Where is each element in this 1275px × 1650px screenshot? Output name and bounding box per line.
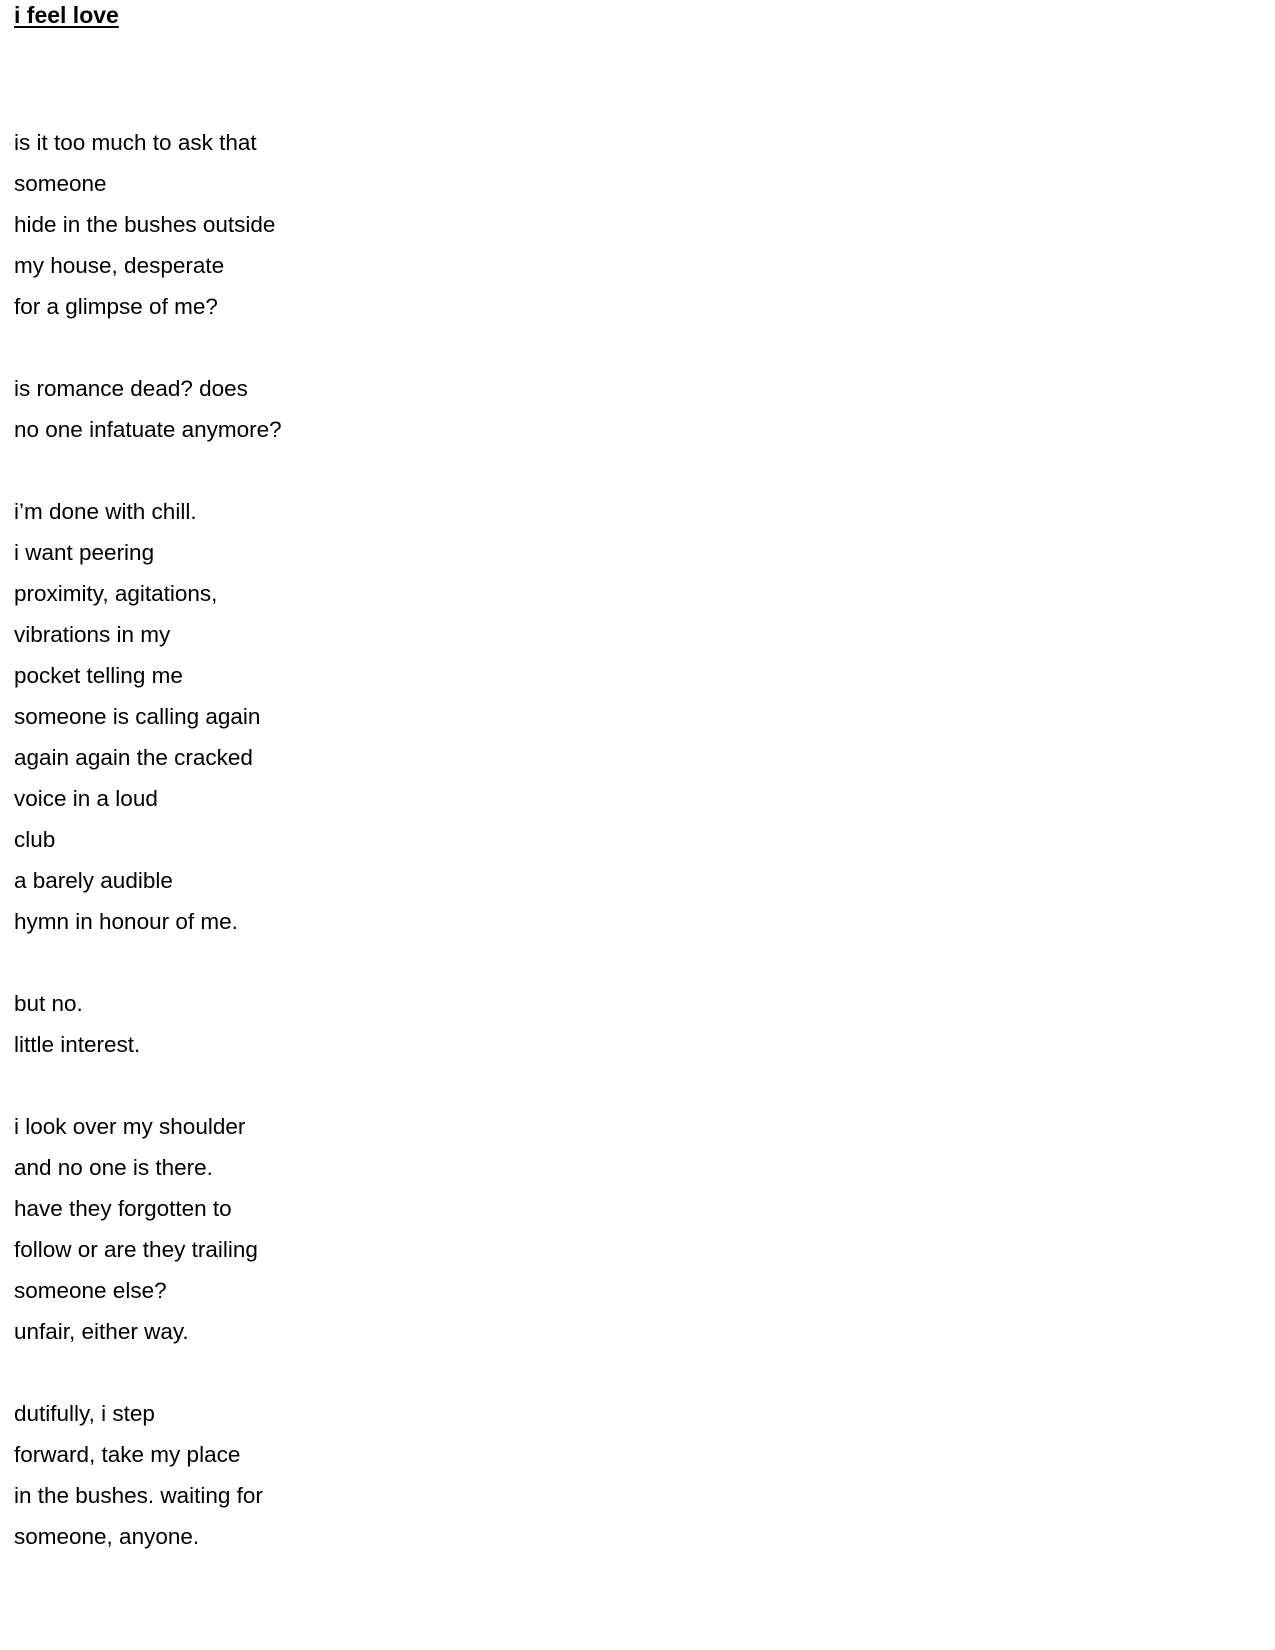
- poem-line: is it too much to ask that: [14, 130, 257, 155]
- poem-line: but no.: [14, 991, 83, 1016]
- poem-line: someone else?: [14, 1278, 167, 1303]
- poem-stanza: [14, 1106, 1254, 1352]
- poem-line: for a glimpse of me?: [14, 294, 218, 319]
- poem-line: proximity, agitations,: [14, 581, 218, 606]
- poem-stanza: [14, 1393, 1254, 1557]
- poem-line: follow or are they trailing: [14, 1237, 258, 1262]
- poem-line: have they forgotten to: [14, 1196, 232, 1221]
- poem-line: a barely audible: [14, 868, 173, 893]
- poem-title: i feel love: [14, 2, 119, 28]
- poem-line: hide in the bushes outside: [14, 212, 276, 237]
- poem-line: and no one is there.: [14, 1155, 213, 1180]
- poem-line: i’m done with chill.: [14, 499, 197, 524]
- poem-line: dutifully, i step: [14, 1401, 155, 1426]
- poem-line: vibrations in my: [14, 622, 171, 647]
- poem-line: no one infatuate anymore?: [14, 417, 282, 442]
- poem-line: i look over my shoulder: [14, 1114, 246, 1139]
- poem-line: i want peering: [14, 540, 155, 565]
- poem-body: [14, 122, 1254, 1557]
- poem-line: pocket telling me: [14, 663, 183, 688]
- poem-line: in the bushes. waiting for: [14, 1483, 263, 1508]
- poem-line: again again the cracked: [14, 745, 253, 770]
- document-page: [14, 0, 1254, 1598]
- poem-line: club: [14, 827, 56, 852]
- poem-line: voice in a loud: [14, 786, 158, 811]
- poem-stanza: [14, 122, 1254, 327]
- poem-stanza: [14, 983, 1254, 1065]
- poem-line: someone, anyone.: [14, 1524, 200, 1549]
- poem-stanza: [14, 491, 1254, 942]
- poem-line: my house, desperate: [14, 253, 225, 278]
- poem-line: forward, take my place: [14, 1442, 241, 1467]
- poem-stanza: [14, 368, 1254, 450]
- poem-line: unfair, either way.: [14, 1319, 189, 1344]
- poem-line: is romance dead? does: [14, 376, 248, 401]
- poem-line: hymn in honour of me.: [14, 909, 238, 934]
- poem-line: someone is calling again: [14, 704, 261, 729]
- poem-line: someone: [14, 171, 107, 196]
- poem-line: little interest.: [14, 1032, 141, 1057]
